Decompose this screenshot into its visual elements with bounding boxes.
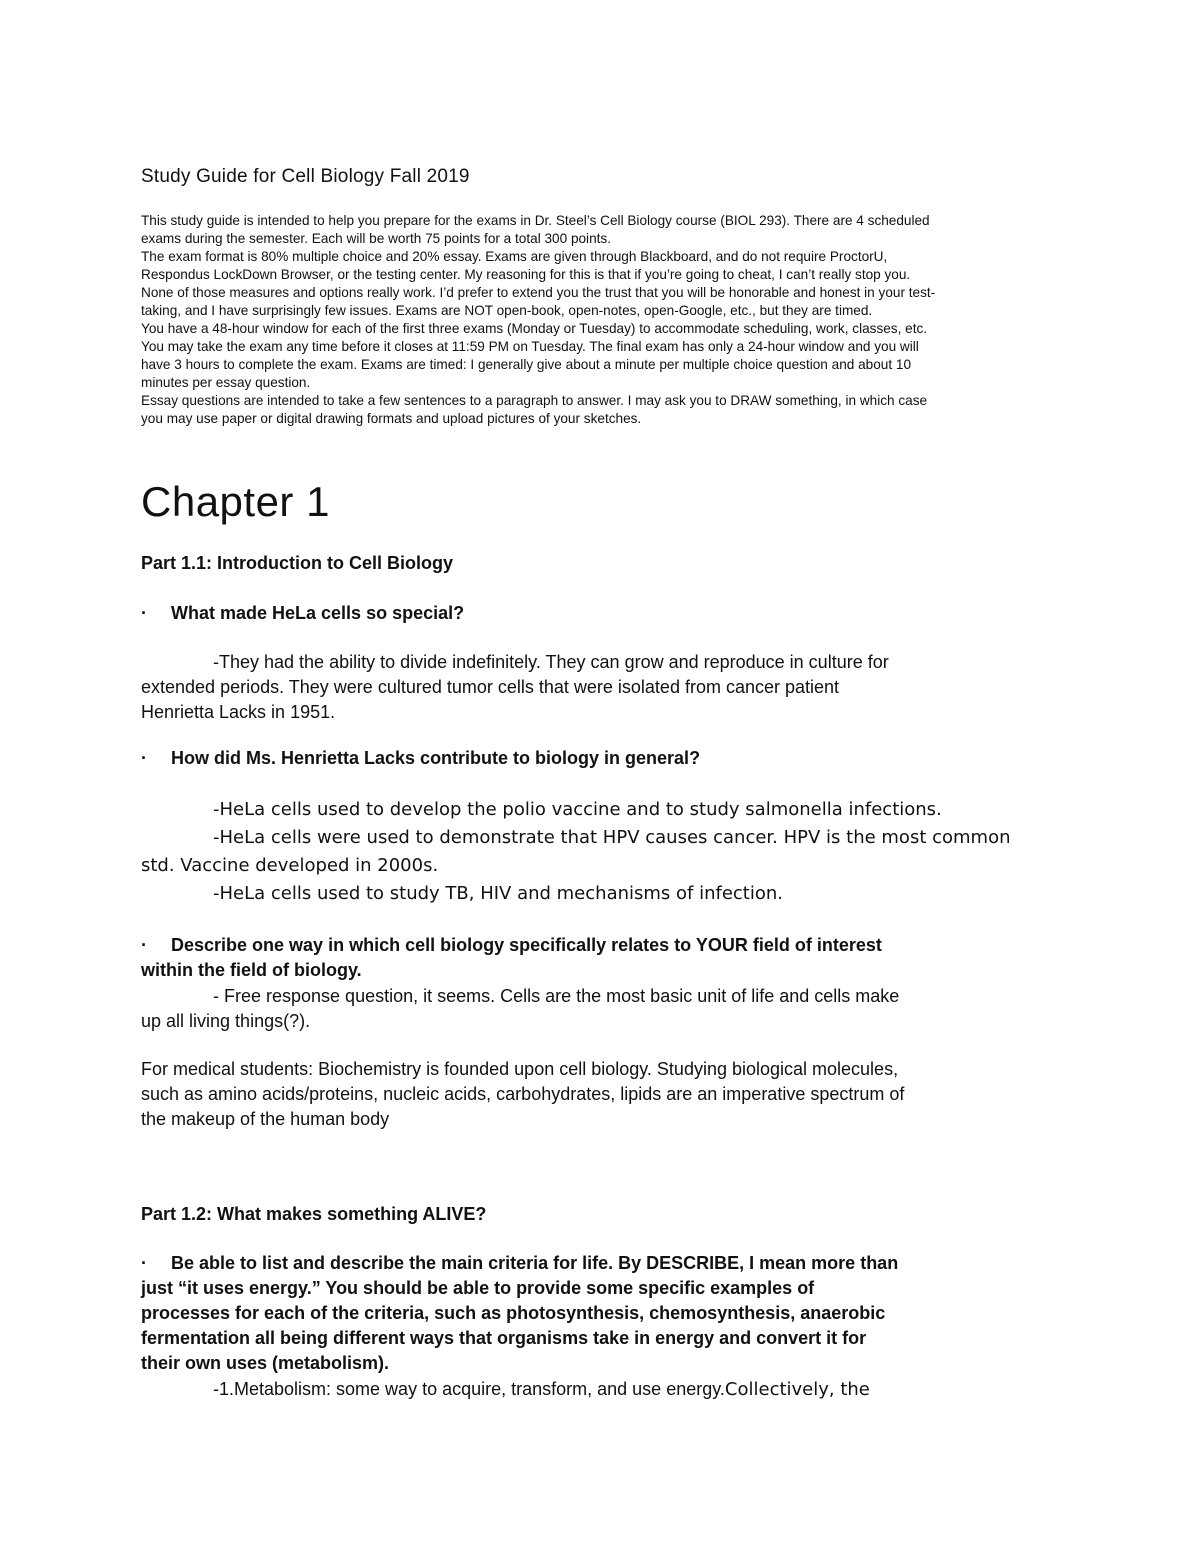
document-title: Study Guide for Cell Biology Fall 2019 (141, 166, 470, 187)
intro-line: This study guide is intended to help you prepare for the exams in Dr. Steel’s Cell Biology course (BIOL 293). There are 4 scheduled (141, 213, 930, 228)
question-line (141, 1251, 898, 1276)
answer-text: -1.Metabolism: some way to acquire, transform, and use energy. (213, 1379, 725, 1399)
intro-line: Respondus LockDown Browser, or the testing center. My reasoning for this is that if you’re going to cheat, I can’t really stop you. (141, 267, 911, 282)
answer-lacks-contribution (141, 796, 1011, 908)
intro-line: The exam format is 80% multiple choice and 20% essay. Exams are given through Blackboard, and do not require ProctorU, (141, 249, 888, 264)
part-1-1-heading: Part 1.1: Introduction to Cell Biology (141, 553, 454, 573)
bullet-point: · (141, 603, 147, 623)
paragraph-line: such as amino acids/proteins, nucleic acids, carbohydrates, lipids are an imperative spectrum of (141, 1084, 905, 1104)
question-line (141, 933, 882, 958)
question-line: just “it uses energy.” You should be able to provide some specific examples of (141, 1278, 815, 1298)
chapter-heading: Chapter 1 (141, 478, 330, 525)
intro-line: minutes per essay question. (141, 375, 311, 390)
bullet-point: · (141, 1253, 147, 1273)
medical-students-paragraph (141, 1057, 904, 1132)
intro-line: Essay questions are intended to take a few sentences to a paragraph to answer. I may ask you to DRAW something, in which case (141, 393, 928, 408)
question-text: What made HeLa cells so special? (171, 603, 465, 623)
question-text: Be able to list and describe the main criteria for life. By DESCRIBE, I mean more than (171, 1253, 899, 1273)
intro-line: have 3 hours to complete the exam. Exams are timed: I generally give about a minute per multiple choice question and about 10 (141, 357, 912, 372)
answer-text-continued: Collectively, the (724, 1379, 870, 1400)
question-line: fermentation all being different ways that organisms take in energy and convert it for (141, 1328, 867, 1348)
question-text: Describe one way in which cell biology specifically relates to YOUR field of interest (171, 935, 882, 955)
answer-line: -HeLa cells used to study TB, HIV and mechanisms of infection. (213, 883, 784, 904)
answer-your-field (141, 984, 899, 1034)
answer-line: - Free response question, it seems. Cells are the most basic unit of life and cells make (213, 986, 900, 1006)
question-hela-special (141, 603, 464, 624)
intro-line: None of those measures and options really work. I’d prefer to extend you the trust that you will be honorable and honest in your test- (141, 285, 936, 300)
question-lacks-contribution (141, 748, 700, 769)
intro-line: you may use paper or digital drawing formats and upload pictures of your sketches. (141, 411, 642, 426)
paragraph-line: the makeup of the human body (141, 1109, 390, 1129)
intro-line: You may take the exam any time before it closes at 11:59 PM on Tuesday. The final exam has only a 24-hour window and you will (141, 339, 919, 354)
question-criteria-for-life (141, 1251, 898, 1376)
answer-line: -They had the ability to divide indefinitely. They can grow and reproduce in culture for (213, 652, 889, 672)
answer-hela-special (141, 650, 889, 725)
question-line: processes for each of the criteria, such as photosynthesis, chemosynthesis, anaerobic (141, 1303, 886, 1323)
intro-paragraph (141, 212, 1061, 428)
answer-line: -HeLa cells were used to demonstrate that HPV causes cancer. HPV is the most common (213, 827, 1011, 848)
answer-line: Henrietta Lacks in 1951. (141, 702, 336, 722)
question-line: within the field of biology. (141, 960, 362, 980)
answer-metabolism (141, 1377, 870, 1402)
bullet-point: · (141, 748, 147, 768)
answer-line: extended periods. They were cultured tumor cells that were isolated from cancer patient (141, 677, 840, 697)
question-line: their own uses (metabolism). (141, 1353, 390, 1373)
intro-line: taking, and I have surprisingly few issues. Exams are NOT open-book, open-notes, open-Google, etc., but they are timed. (141, 303, 873, 318)
bullet-point: · (141, 935, 147, 955)
answer-line: -HeLa cells used to develop the polio vaccine and to study salmonella infections. (213, 799, 942, 820)
answer-line: up all living things(?). (141, 1011, 311, 1031)
intro-line: exams during the semester. Each will be worth 75 points for a total 300 points. (141, 231, 611, 246)
part-1-2-heading: Part 1.2: What makes something ALIVE? (141, 1204, 487, 1224)
paragraph-line: For medical students: Biochemistry is founded upon cell biology. Studying biological molecules, (141, 1059, 899, 1079)
intro-line: You have a 48-hour window for each of the first three exams (Monday or Tuesday) to accommodate scheduling, work, classes, etc. (141, 321, 928, 336)
question-your-field (141, 933, 882, 983)
question-text: How did Ms. Henrietta Lacks contribute to biology in general? (171, 748, 701, 768)
answer-line: std. Vaccine developed in 2000s. (141, 855, 439, 876)
